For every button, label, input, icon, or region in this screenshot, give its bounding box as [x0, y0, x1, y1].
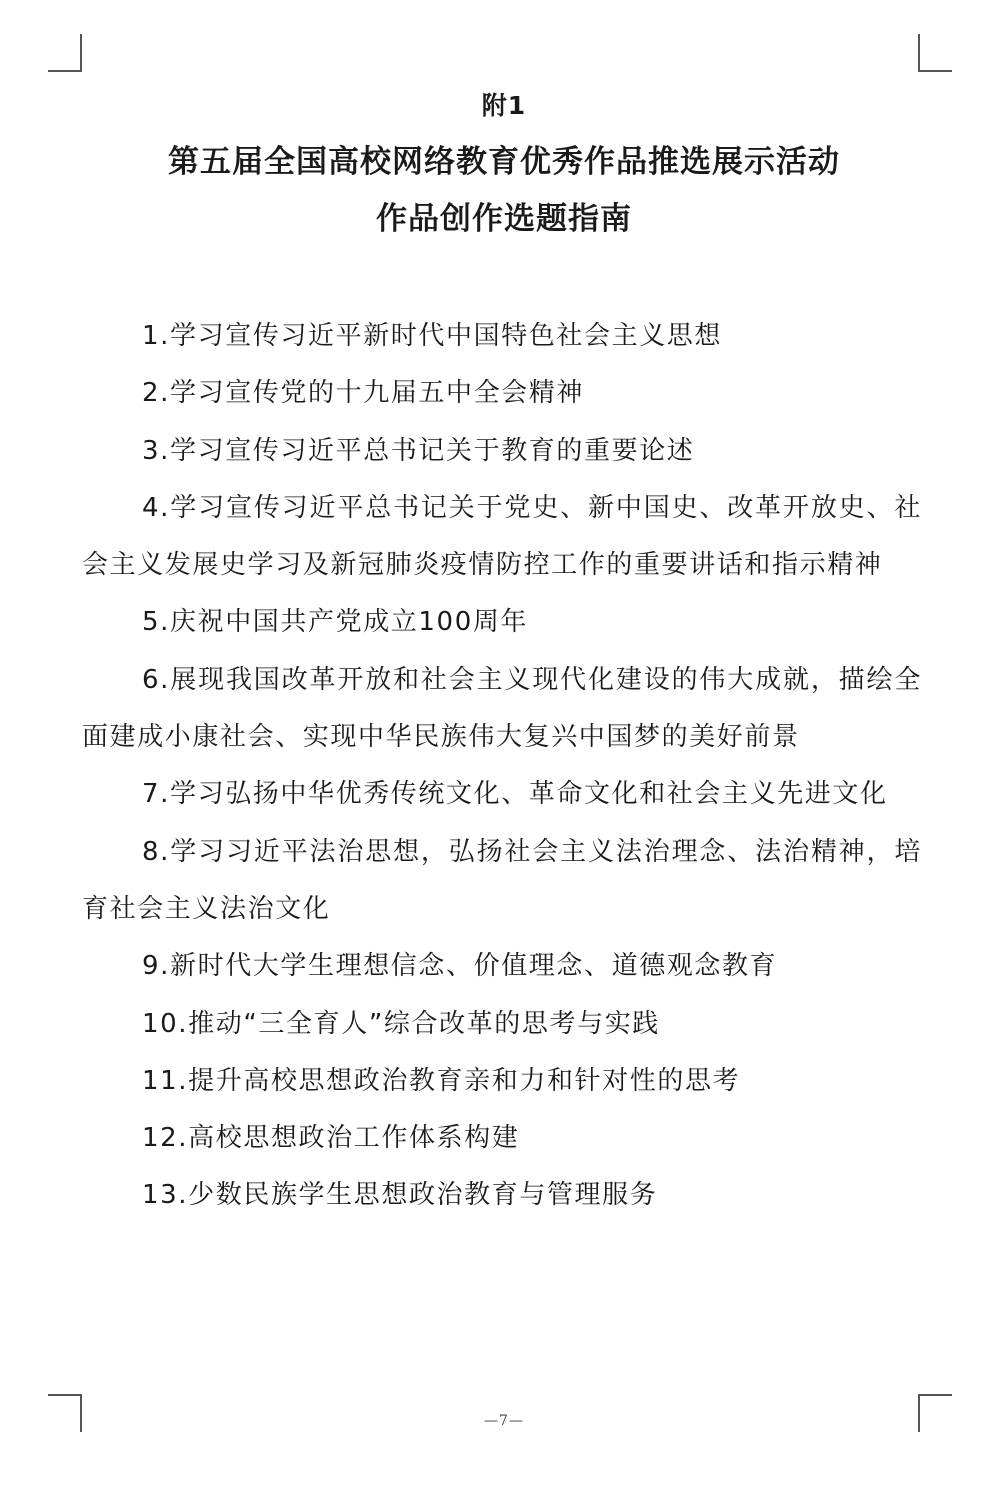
topic-item: 12.高校思想政治工作体系构建	[142, 1123, 520, 1154]
topic-item: 11.提升高校思想政治教育亲和力和针对性的思考	[142, 1065, 741, 1096]
topic-item: 10.推动“三全育人”综合改革的思考与实践	[142, 1008, 660, 1039]
topic-item: 13.少数民族学生思想政治教育与管理服务	[142, 1180, 658, 1211]
topic-item: 3.学习宣传习近平总书记关于教育的重要论述	[142, 435, 695, 466]
topic-item: 5.庆祝中国共产党成立100周年	[142, 607, 529, 638]
topic-item: 2.学习宣传党的十九届五中全会精神	[142, 378, 585, 409]
topic-item: 1.学习宣传习近平新时代中国特色社会主义思想	[142, 321, 723, 351]
topic-list	[82, 308, 922, 1225]
crop-mark-top-left	[48, 34, 82, 72]
attachment-label: 附1	[481, 91, 527, 120]
document-title-line2: 作品创作选题指南	[376, 201, 632, 237]
document-title-line1: 第五届全国高校网络教育优秀作品推选展示活动	[168, 144, 840, 180]
topic-item: 4.学习宣传习近平总书记关于党史、新中国史、改革开放史、社会主义发展史学习及新冠肺炎疫情防控工作的重要讲话和指示精神	[82, 492, 922, 581]
topic-item: 7.学习弘扬中华优秀传统文化、革命文化和社会主义先进文化	[142, 779, 888, 810]
crop-mark-top-right	[918, 34, 952, 72]
topic-item: 6.展现我国改革开放和社会主义现代化建设的伟大成就，描绘全面建成小康社会、实现中华民族伟大复兴中国梦的美好前景	[82, 664, 922, 753]
page-number: —7—	[484, 1413, 524, 1429]
topic-item: 9.新时代大学生理想信念、价值理念、道德观念教育	[142, 951, 778, 982]
topic-item: 8.学习习近平法治思想，弘扬社会主义法治理念、法治精神，培育社会主义法治文化	[82, 836, 922, 924]
